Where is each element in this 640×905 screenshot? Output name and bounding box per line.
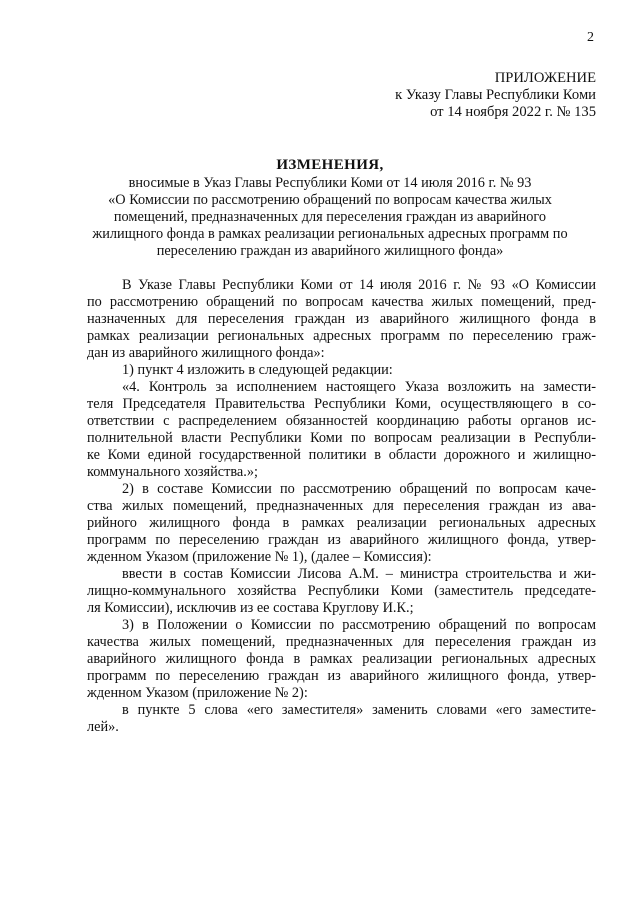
body-line: ке Коми единой государственной политики в области дорожного и жилищно- (87, 447, 596, 463)
body-line: жденном Указом (приложение № 1), (далее – Комиссия): (87, 549, 432, 565)
body-line: аварийного жилищного фонда в рамках реализации региональных адресных (87, 651, 596, 667)
appendix-decree-date: от 14 ноября 2022 г. № 135 (430, 104, 596, 120)
body-line: назначенных для переселения граждан из аварийного жилищного фонда в (87, 311, 596, 327)
body-line: 2) в составе Комиссии по рассмотрению обращений по вопросам каче- (122, 481, 596, 497)
document-title (60, 157, 600, 260)
body-line: качества жилых помещений, предназначенных для переселения граждан из (87, 634, 596, 650)
body-line: коммунального хозяйства.»; (87, 464, 258, 480)
title-line: жилищного фонда в рамках реализации региональных адресных программ по (92, 226, 568, 242)
body-line: «4. Контроль за исполнением настоящего Указа возложить на замести- (122, 379, 596, 395)
body-line: ответствии с распределением обязанностей координацию работы органов ис- (87, 413, 596, 429)
body-line: жденном Указом (приложение № 2): (87, 685, 308, 701)
body-line: дан из аварийного жилищного фонда»: (87, 345, 325, 361)
body-line: по рассмотрению обращений по вопросам качества жилых помещений, пред- (87, 294, 596, 310)
body-line: программ по переселению граждан из аварийного жилищного фонда, утвер- (87, 668, 596, 684)
appendix-label: ПРИЛОЖЕНИЕ (494, 70, 596, 86)
body-line: лищно-коммунального хозяйства Республики Коми (заместитель председате- (87, 583, 596, 599)
body-line: рамках реализации региональных адресных программ по переселению граж- (87, 328, 596, 344)
document-body (87, 277, 596, 736)
body-line: лей». (87, 719, 119, 735)
body-line: теля Председателя Правительства Республики Коми, осуществляющего в со- (87, 396, 596, 412)
body-line: 1) пункт 4 изложить в следующей редакции: (122, 362, 393, 378)
body-line: рийного жилищного фонда в рамках реализации региональных адресных (87, 515, 596, 531)
body-line: В Указе Главы Республики Коми от 14 июля 2016 г. № 93 «О Комиссии (122, 277, 596, 293)
title-line: вносимые в Указ Главы Республики Коми от 14 июля 2016 г. № 93 (128, 175, 532, 191)
body-line: программ по переселению граждан из аварийного жилищного фонда, утвер- (87, 532, 596, 548)
title-line: помещений, предназначенных для переселения граждан из аварийного (113, 209, 547, 225)
body-line: 3) в Положении о Комиссии по рассмотрению обращений по вопросам (122, 617, 596, 633)
title-heading: ИЗМЕНЕНИЯ, (276, 157, 384, 173)
body-line: ввести в состав Комиссии Лисова А.М. – министра строительства и жи- (122, 566, 596, 582)
appendix-header (395, 70, 596, 121)
body-line: ства жилых помещений, предназначенных для переселения граждан из ава- (87, 498, 596, 514)
page-number: 2 (587, 30, 594, 45)
title-line: «О Комиссии по рассмотрению обращений по вопросам качества жилых (108, 192, 552, 208)
appendix-decree-ref: к Указу Главы Республики Коми (395, 87, 596, 103)
body-line: ля Комиссии), исключив из ее состава Круглову И.К.; (87, 600, 414, 616)
body-line: полнительной власти Республики Коми по вопросам реализации в Республи- (87, 430, 596, 446)
title-line: переселению граждан из аварийного жилищного фонда» (156, 243, 504, 259)
body-line: в пункте 5 слова «его заместителя» заменить словами «его заместите- (122, 702, 596, 718)
